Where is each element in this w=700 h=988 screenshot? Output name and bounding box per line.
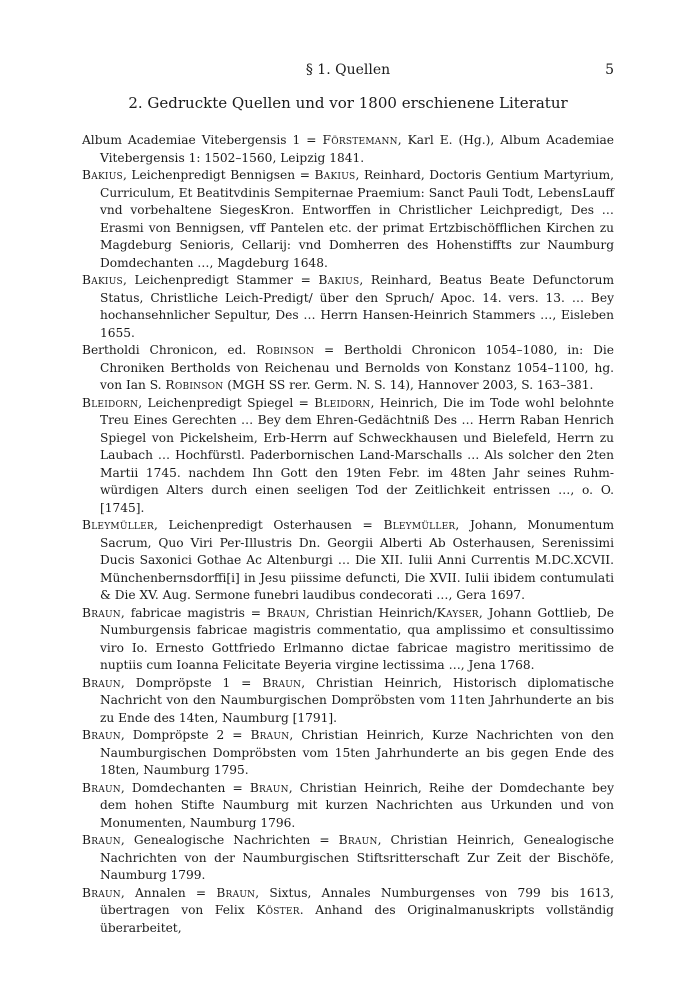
entry-coauthor: Kayser: [436, 605, 479, 620]
entry-equals: =: [314, 343, 345, 357]
entry-text-continued: (MGH SS rer. Germ. N. S. 14), Hannover 2003, S. 163–381.: [223, 378, 594, 392]
bibliography-entry: [82, 675, 614, 728]
entry-text-continued: , Johann Gottlieb, De Numburgensis fabricae magistris commentatio, qua amplissimo et consultissimo viro Io. Ernesto Gottfriedo Erlmanno dictae fabricae magistro meritissimo de nuptiis cum Ioanna Felicitate Beyeria virgine lectissima …, Jena 1768.: [100, 605, 615, 672]
entry-coauthor: Köster: [256, 903, 300, 917]
entry-key: Album Academiae Vitebergensis 1: [82, 133, 301, 147]
entry-equals: =: [225, 780, 250, 795]
bibliography-entry: [82, 832, 614, 885]
entry-key-author: Bakius: [82, 273, 123, 287]
entry-equals: =: [293, 395, 315, 410]
entry-text: , Sixtus, Annales Numburgenses von 799 bis 1613, übertragen von Felix: [100, 885, 614, 917]
bibliography-entry: [82, 167, 614, 272]
entry-author: Bakius: [318, 273, 360, 287]
entry-text: , Karl E. (Hg.), Album Academiae Vitebergensis 1: 1502–1560, Leipzig 1841.: [100, 133, 614, 165]
entry-key-author: Braun: [82, 605, 121, 620]
bibliography-list: [82, 132, 614, 937]
entry-equals: =: [351, 518, 384, 532]
entry-key: , fabricae magistris: [120, 605, 245, 620]
entry-key: , Dompröpste 1: [120, 675, 231, 690]
entry-text: , Christian Heinrich, Kurze Nachrichten von den Naumburgischen Domprӧbsten vom 15ten Jahrhunderte an bis gegen Ende des 18ten, Naumburg 1795.: [100, 728, 614, 777]
entry-author: Braun: [216, 885, 256, 900]
entry-text: , Christian Heinrich, Genealogische Nachrichten von der Naumburgischen Stiftsritterschaft Zur Zeit der Bischöfe, Naumburg 1799.: [100, 833, 614, 882]
bibliography-entry: [82, 780, 614, 833]
entry-key-author: Bleidorn: [82, 395, 139, 410]
entry-author: Braun: [266, 605, 306, 620]
running-title: § 1. Quellen: [305, 62, 391, 78]
entry-author: Bleidorn: [314, 395, 371, 410]
entry-author: Bakius: [314, 168, 356, 182]
entry-key-author: Bakius: [82, 168, 123, 182]
entry-author: Braun: [249, 780, 289, 795]
entry-author: Braun: [250, 728, 290, 742]
entry-author: Bleymüller: [383, 518, 456, 532]
bibliography-entry: [82, 605, 614, 675]
entry-equals: =: [310, 833, 339, 847]
entry-text-continued: . Anhand des Originalmanuskripts vollständig überarbeitet,: [100, 903, 614, 935]
bibliography-entry: [82, 885, 614, 938]
entry-key: Bertholdi Chronicon, ed.: [82, 343, 257, 357]
entry-key-editor: Robinson: [256, 343, 315, 357]
entry-equals: =: [300, 133, 323, 147]
entry-key-author: Braun: [82, 885, 121, 900]
bibliography-entry: [82, 342, 614, 395]
entry-key: , Leichenpredigt Spiegel: [138, 395, 294, 410]
entry-equals: =: [185, 885, 217, 900]
entry-key-author: Braun: [82, 780, 121, 795]
bibliography-entry: [82, 727, 614, 780]
running-head: [82, 62, 614, 82]
entry-text: , Heinrich, Die im Tode wohl belohnte Treu Eines Gerechten … Bey dem Ehren-Gedächtniß Des … Herrn Raban Henrich Spiegel von Pickelsheim, Erb-Herrn auf Schweckhausen und Bielefeld, Herrn zu Laubach … Hochfürstl. Paderbornischen Land-Marschalls … Als solcher den 2ten Martii 1745. nachdem Ihn Gott den 19ten Febr. im 48ten Jahr seines Ruhm-würdigen Alters durch einen seeligen Tod der Zeitlichkeit entrissen …, o. O. [1745].: [100, 395, 614, 515]
entry-key: , Annalen: [120, 885, 186, 900]
entry-key: , Leichenpredigt Osterhausen: [153, 518, 352, 532]
entry-key-author: Braun: [82, 675, 121, 690]
entry-text: , Christian Heinrich, Historisch diplomatische Nachricht von den Naumburgischen Domprӧbsten vom 11ten Jahrhunderte an bis zu Ende des 14ten, Naumburg [1791].: [100, 675, 614, 725]
entry-equals: =: [224, 728, 251, 742]
entry-text: Bertholdi Chronicon 1054–1080, in: Die Chroniken Bertholds von Reichenau und Bernolds von Konstanz 1054–1100, hg. von Ian S.: [100, 343, 614, 392]
entry-text: , Reinhard, Beatus Beate Defunctorum Status, Christliche Leich-Predigt/ über den Spruch/ Apoc. 14. vers. 13. … Bey hochansehnlicher Sepultur, Des … Herrn Hansen-Heinrich Stammers …, Eisleben 1655.: [100, 273, 614, 340]
entry-text: , Johann, Monumentum Sacrum, Quo Viri Per-Illustris Dn. Georgii Alberti Ab Osterhausen, Serenissimi Ducis Saxonici Gothae Ac Altenburgi … Die XII. Iulii Anni Currentis M.DC.XCVII. Münchenbernsdorffi[i] in Jesu piissime defuncti, Die XVII. Iulii ibidem contumulati & Die XV. Aug. Sermone funebri laudibus condecorati …, Gera 1697.: [100, 518, 614, 602]
entry-key-author: Bleymüller: [82, 518, 154, 532]
page-number: 5: [605, 62, 614, 78]
entry-key: , Leichenpredigt Stammer: [122, 273, 293, 287]
entry-key: , Dompröpste 2: [120, 728, 225, 742]
entry-equals: =: [292, 273, 319, 287]
entry-key-author: Braun: [82, 833, 121, 847]
bibliography-entry: [82, 395, 614, 518]
entry-key-author: Braun: [82, 728, 121, 742]
bibliography-entry: [82, 132, 614, 167]
entry-author: Förstemann: [322, 133, 398, 147]
section-heading: 2. Gedruckte Quellen und vor 1800 erschienene Literatur: [128, 94, 568, 112]
bibliography-entry: [82, 517, 614, 605]
entry-text: , Reinhard, Doctoris Gentium Martyrium, Curriculum, Et Beatitvdinis Sempiternae Praemium: Sanct Pauli Todt, LebensLauff vnd vorbehaltene SiegesKron. Entworffen in Christlicher Leichpredigt, Des … Erasmi von Bennigsen, vff Pantelen etc. der primat Ertzbischöfflichen Kirchen zu Magdeburg Senioris, Cellarij: vnd Domherren des Hohenstiffts zur Naumburg Domdechanten …, Magdeburg 1648.: [100, 168, 614, 270]
entry-key: , Domdechanten: [120, 780, 226, 795]
entry-key: , Leichenpredigt Bennigsen: [122, 168, 296, 182]
entry-author: Robinson: [165, 378, 224, 392]
entry-text: , Christian Heinrich/: [305, 605, 437, 620]
entry-text: , Christian Heinrich, Reihe der Domdechante bey dem hohen Stifte Naumburg mit kurzen Nachrichten aus Urkunden und von Monumenten, Naumburg 1796.: [100, 780, 614, 830]
entry-author: Braun: [262, 675, 302, 690]
entry-equals: =: [244, 605, 267, 620]
entry-author: Braun: [338, 833, 378, 847]
entry-equals: =: [230, 675, 263, 690]
bibliography-entry: [82, 272, 614, 342]
entry-key: , Genealogische Nachrichten: [120, 833, 311, 847]
entry-equals: =: [295, 168, 315, 182]
